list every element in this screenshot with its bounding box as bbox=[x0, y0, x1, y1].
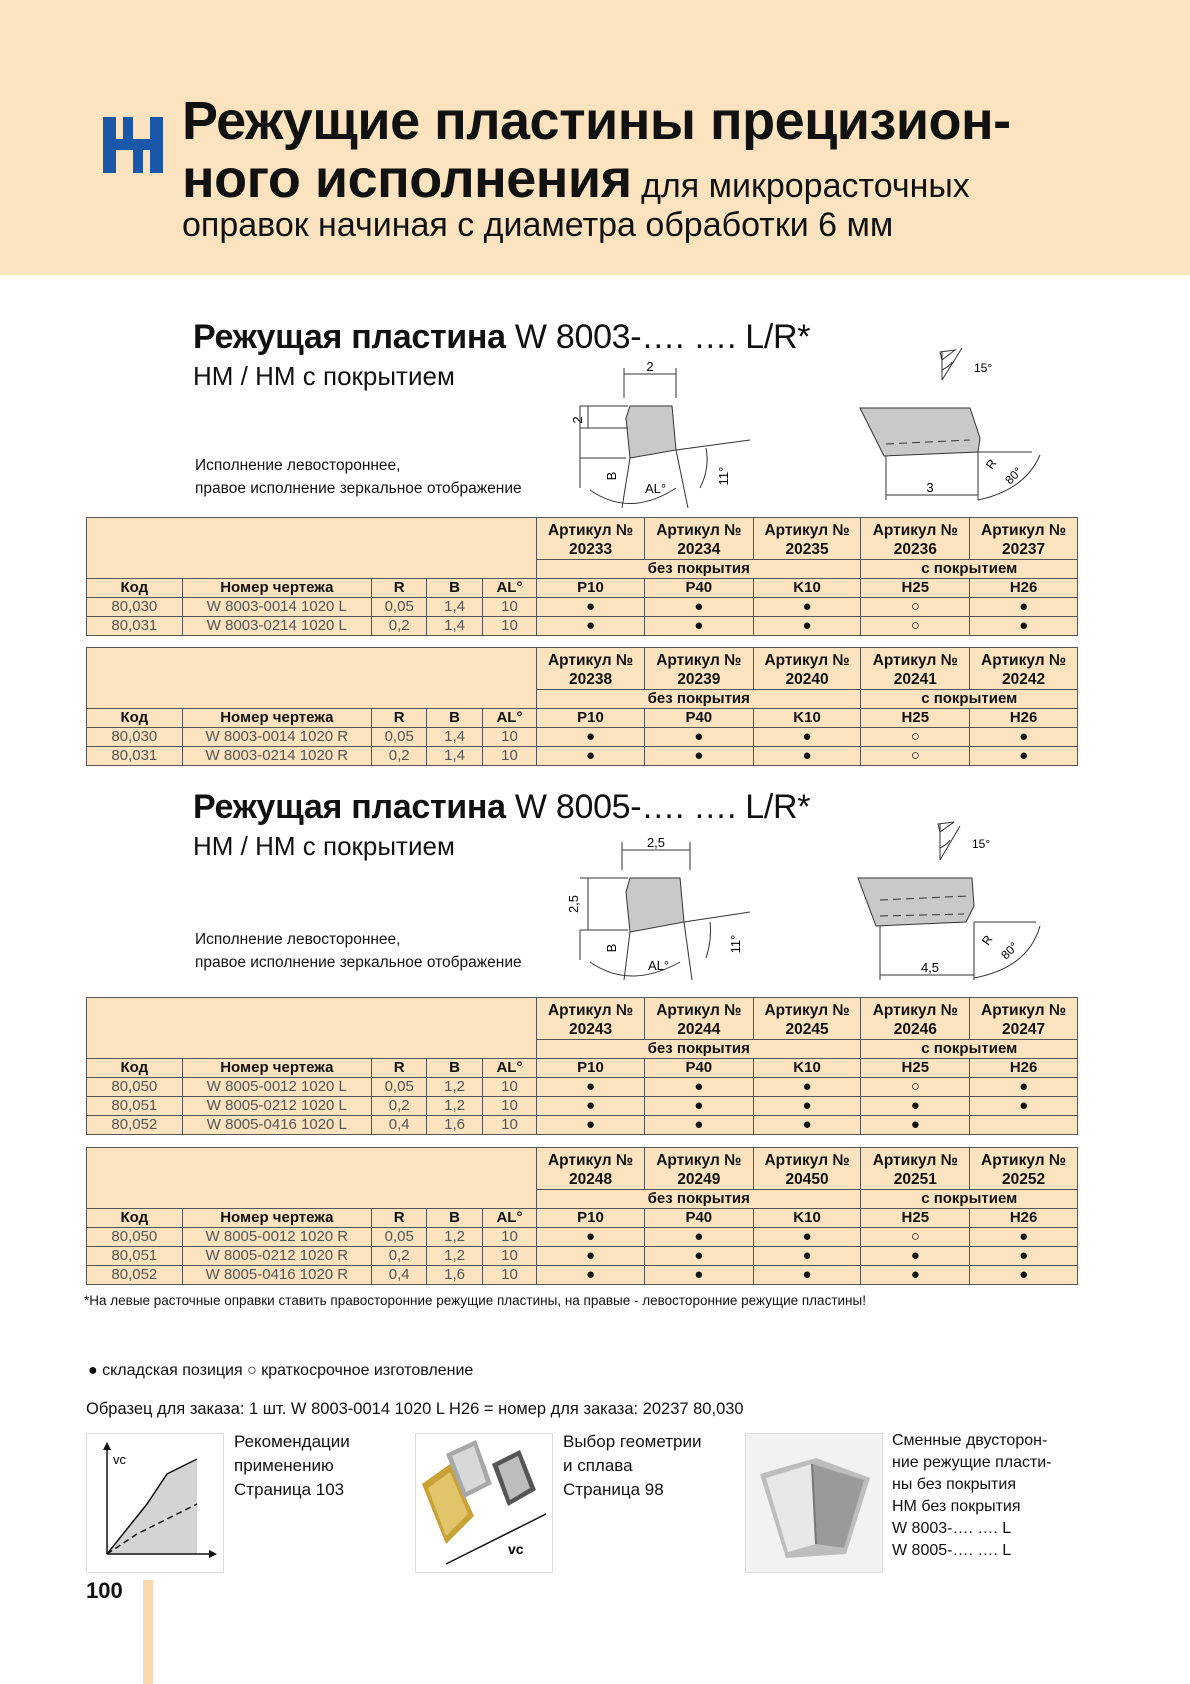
section2-dim-bottom: 4,5 bbox=[920, 960, 940, 975]
section2-dim-al: AL° bbox=[648, 958, 670, 973]
section2-top-view-drawing bbox=[850, 810, 1050, 980]
page-edge-bar bbox=[143, 1580, 153, 1684]
stock-dot-icon: ● bbox=[88, 1362, 98, 1379]
table-row: Артикул № 20238 Артикул № 20239 Артикул № 20240 Артикул № 20241 Артикул № 20242 bbox=[87, 648, 1078, 690]
table-row: 80,052 W 8005-0416 1020 L 0,4 1,6 10 ● ● ● ● bbox=[87, 1116, 1078, 1135]
section2-note-line1: Исполнение левостороннее, bbox=[195, 931, 401, 948]
table-row: 80,050 W 8005-0012 1020 R 0,05 1,2 10 ● ● ● ○ ● bbox=[87, 1228, 1078, 1247]
footnote: *На левые расточные оправки ставить правосторонние режущие пластины, на правые - левосторонние режущие пластины! bbox=[84, 1293, 866, 1308]
section1-note bbox=[195, 454, 522, 500]
section2-dim-angle80: 80° bbox=[998, 939, 1021, 963]
table-row: Артикул № 20243 Артикул № 20244 Артикул № 20245 Артикул № 20246 Артикул № 20247 bbox=[87, 998, 1078, 1040]
section2-dim-angle11: 11° bbox=[728, 934, 743, 954]
section1-title-bold: Режущая пластина bbox=[193, 318, 506, 356]
section2-title-bold: Режущая пластина bbox=[193, 788, 506, 826]
geometry-thumbnail[interactable] bbox=[415, 1433, 553, 1573]
table-row: 80,030 W 8003-0014 1020 R 0,05 1,4 10 ● ● ● ○ ● bbox=[87, 728, 1078, 747]
section1-dim-top: 2 bbox=[646, 359, 654, 374]
table-row: без покрытия с покрытием bbox=[87, 1040, 1078, 1059]
table-row: без покрытия с покрытием bbox=[87, 1190, 1078, 1209]
recommendations-link[interactable]: Рекомендации применению Страница 103 bbox=[234, 1432, 350, 1499]
table-row: 80,052 W 8005-0416 1020 R 0,4 1,6 10 ● ● ● ● ● bbox=[87, 1266, 1078, 1285]
table-header-row: Код Номер чертежа R B AL° P10 P40 K10 H25 H26 bbox=[87, 709, 1078, 728]
table-row: Артикул № 20248 Артикул № 20249 Артикул № 20450 Артикул № 20251 Артикул № 20252 bbox=[87, 1148, 1078, 1190]
section2-note-line2: правое исполнение зеркальное отображение bbox=[195, 954, 522, 971]
section1-dim-angle15: 15° bbox=[974, 361, 993, 375]
table-8003-left bbox=[86, 517, 1078, 636]
insert-photo-icon bbox=[746, 1434, 882, 1572]
section2-title-normal: W 8005-…. …. L/R* bbox=[505, 788, 811, 826]
geometry-link[interactable]: Выбор геометрии и сплава Страница 98 bbox=[563, 1432, 702, 1499]
section1-top-view-drawing bbox=[850, 340, 1050, 510]
thumb2-vc-label: vc bbox=[508, 1541, 524, 1557]
legend-stock-label: складская позиция bbox=[97, 1362, 248, 1379]
table-8005-right bbox=[86, 1147, 1078, 1285]
section2-dim-side: 2,5 bbox=[566, 894, 581, 914]
section1-note-line1: Исполнение левостороннее, bbox=[195, 457, 401, 474]
section2-dim-b: B bbox=[604, 943, 619, 953]
section1-title-normal: W 8003-…. …. L/R* bbox=[505, 318, 811, 356]
section2-title bbox=[193, 788, 810, 827]
page-title-line2 bbox=[182, 148, 970, 210]
table-row: 80,031 W 8003-0214 1020 L 0,2 1,4 10 ● ● ● ○ ● bbox=[87, 617, 1078, 636]
table-8005-left bbox=[86, 997, 1078, 1135]
thumb1-vc-label: vc bbox=[113, 1452, 126, 1467]
section1-dim-al: AL° bbox=[645, 481, 667, 496]
table-8003-right bbox=[86, 647, 1078, 766]
section2-dim-top: 2,5 bbox=[646, 835, 666, 850]
table-row: 80,050 W 8005-0012 1020 L 0,05 1,2 10 ● ● ● ○ ● bbox=[87, 1078, 1078, 1097]
section2-dim-r: R bbox=[978, 932, 996, 948]
inserts-photo-icon bbox=[416, 1434, 552, 1572]
order-example: Образец для заказа: 1 шт. W 8003-0014 1020 L H26 = номер для заказа: 20237 80,030 bbox=[86, 1400, 744, 1418]
page-title-line1: Режущие пластины прецизион- bbox=[182, 91, 1011, 151]
table-header-row: Код Номер чертежа R B AL° P10 P40 K10 H25 H26 bbox=[87, 579, 1078, 598]
recommendations-thumbnail[interactable] bbox=[86, 1433, 224, 1573]
table-row: 80,051 W 8005-0212 1020 R 0,2 1,2 10 ● ● ● ● ● bbox=[87, 1247, 1078, 1266]
section2-front-view-drawing bbox=[560, 830, 760, 980]
legend-short-label: краткосрочное изготовление bbox=[256, 1362, 474, 1379]
section1-front-view-drawing bbox=[560, 358, 760, 508]
section1-note-line2: правое исполнение зеркальное отображение bbox=[195, 480, 522, 497]
table-header-row: Код Номер чертежа R B AL° P10 P40 K10 H25 H26 bbox=[87, 1059, 1078, 1078]
section1-subtitle: HM / HM с покрытием bbox=[193, 361, 455, 391]
section1-dim-b: B bbox=[604, 471, 619, 481]
section2-note bbox=[195, 928, 522, 974]
table-row: 80,031 W 8003-0214 1020 R 0,2 1,4 10 ● ● ● ○ ● bbox=[87, 747, 1078, 766]
section1-dim-side: 2 bbox=[570, 416, 585, 424]
table-row: 80,051 W 8005-0212 1020 L 0,2 1,2 10 ● ● ● ● ● bbox=[87, 1097, 1078, 1116]
legend bbox=[88, 1362, 473, 1380]
page-title-line2-sub: для микрорасточных bbox=[631, 167, 970, 205]
table-header-row: Код Номер чертежа R B AL° P10 P40 K10 H25 H26 bbox=[87, 1209, 1078, 1228]
vc-graph-icon bbox=[87, 1434, 223, 1572]
page-number: 100 bbox=[86, 1578, 123, 1603]
section2-subtitle: HM / HM с покрытием bbox=[193, 831, 455, 861]
short-circle-icon: ○ bbox=[247, 1362, 257, 1379]
page-title-line3: оправок начиная с диаметра обработки 6 мм bbox=[182, 206, 894, 244]
page-title-line2-bold: ного исполнения bbox=[182, 149, 632, 209]
section1-dim-angle11: 11° bbox=[716, 466, 731, 486]
table-row: Артикул № 20233 Артикул № 20234 Артикул № 20235 Артикул № 20236 Артикул № 20237 bbox=[87, 518, 1078, 560]
table-row: без покрытия с покрытием bbox=[87, 690, 1078, 709]
section1-title bbox=[193, 318, 810, 357]
table-row: без покрытия с покрытием bbox=[87, 560, 1078, 579]
double-sided-inserts-thumbnail[interactable] bbox=[745, 1433, 883, 1573]
section1-dim-bottom: 3 bbox=[926, 480, 934, 495]
double-sided-inserts-link[interactable]: Сменные двусторон- ние режущие пласти- ны без покрытия HM без покрытия W 8003-…. …. L W 8005-…. …. L bbox=[892, 1432, 1052, 1559]
section1-dim-r: R bbox=[982, 456, 1000, 472]
brand-logo-icon bbox=[103, 115, 163, 175]
table-row: 80,030 W 8003-0014 1020 L 0,05 1,4 10 ● ● ● ○ ● bbox=[87, 598, 1078, 617]
section1-dim-angle80: 80° bbox=[1002, 464, 1025, 488]
section2-dim-angle15: 15° bbox=[972, 837, 991, 851]
